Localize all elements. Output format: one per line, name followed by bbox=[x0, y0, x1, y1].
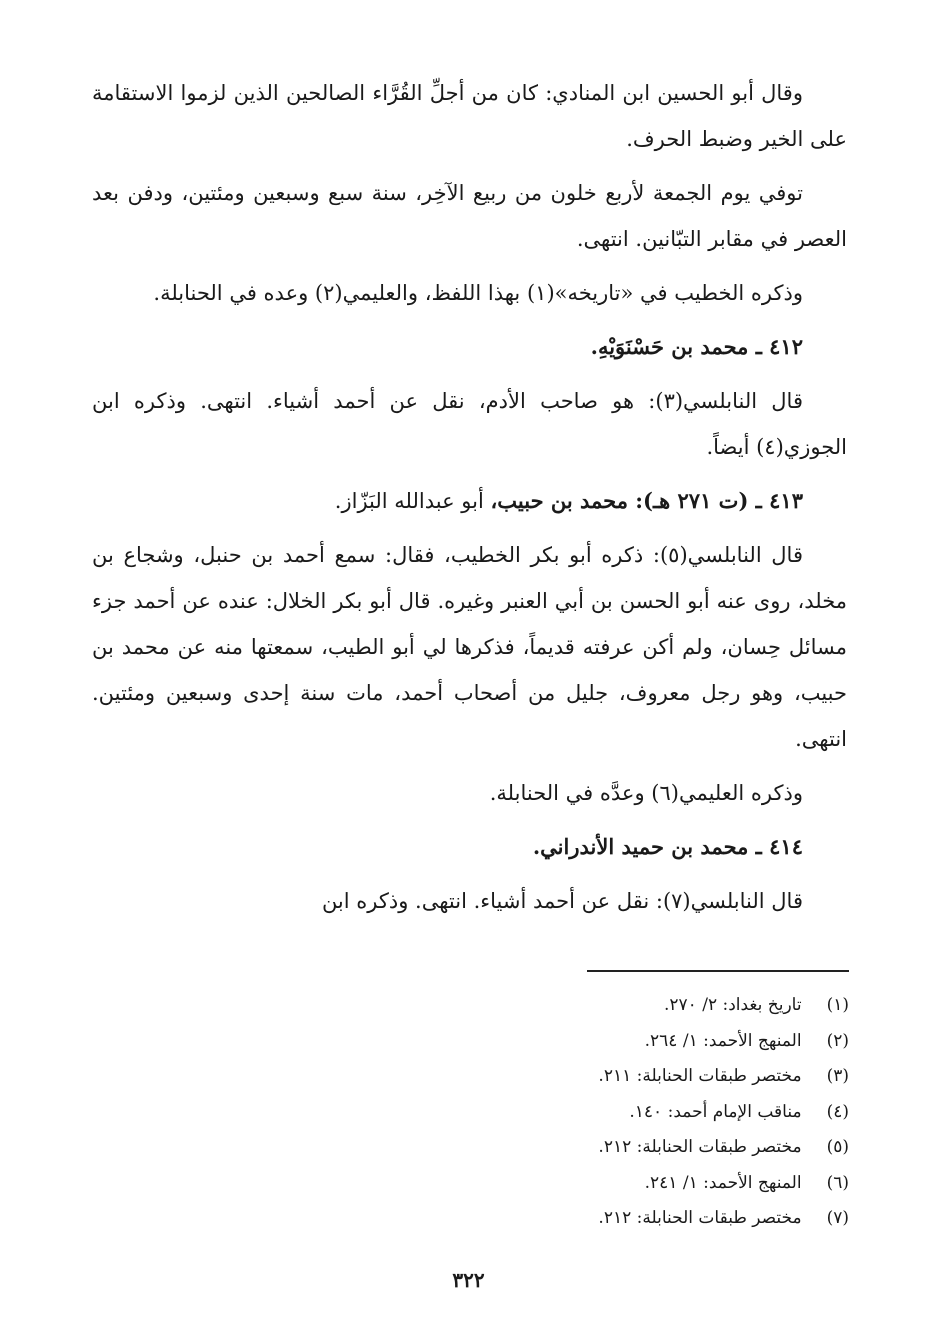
footnote-text: المنهج الأحمد: ١/ ٢٦٤. bbox=[644, 1030, 802, 1051]
entry-title: ٤١٣ ـ (ت ٢٧١ هـ): محمد بن حبيب، bbox=[490, 488, 803, 513]
footnote bbox=[149, 1166, 849, 1202]
paragraph-text: قال النابلسي(٧): نقل عن أحمد أشياء. انتهى. وذكره ابن bbox=[321, 889, 803, 913]
footnote-number: (٧) bbox=[826, 1208, 849, 1228]
paragraph bbox=[92, 378, 847, 470]
footnote-text: مختصر طبقات الحنابلة: ٢١٢. bbox=[598, 1137, 802, 1157]
footnote-number: (١) bbox=[826, 995, 849, 1015]
paragraph bbox=[92, 70, 847, 162]
footnote-number: (٥) bbox=[826, 1137, 849, 1157]
paragraph bbox=[92, 270, 847, 316]
paragraph-text: وذكره الخطيب في «تاريخه»(١) بهذا اللفظ، والعليمي(٢) وعده في الحنابلة. bbox=[153, 281, 803, 305]
footnote-text: مناقب الإمام أحمد: ١٤٠. bbox=[629, 1101, 802, 1122]
footnote bbox=[149, 1201, 849, 1237]
paragraph bbox=[92, 170, 847, 262]
footnote-text: المنهج الأحمد: ١/ ٢٤١. bbox=[644, 1172, 802, 1193]
paragraph-text: توفي يوم الجمعة لأربع خلون من ربيع الآخِر، سنة سبع وسبعين ومئتين، ودفن بعد العصر في مقابر التبّانين. انتهى. bbox=[92, 181, 847, 251]
paragraph-text: وقال أبو الحسين ابن المنادي: كان من أجلِّ القُرَّاء الصالحين الذين لزموا الاستقامة على الخير وضبط الحرف. bbox=[92, 81, 847, 151]
entry-heading bbox=[92, 478, 847, 524]
footnote bbox=[149, 988, 849, 1024]
footnote-divider bbox=[587, 970, 849, 972]
entry-title: ٤١٤ ـ محمد بن حميد الأندراني. bbox=[532, 834, 803, 859]
footnote-number: (٦) bbox=[826, 1172, 849, 1193]
paragraph-text: قال النابلسي(٥): ذكره أبو بكر الخطيب، فقال: سمع أحمد بن حنبل، وشجاع بن مخلد، روى عنه أبو الحسن بن أبي العنبر وغيره. قال أبو بكر الخلال: عنده عن أحمد جزء مسائل حِسان، ولم أكن عرفته قديماً، فذكرها لي أبو الطيب، سمعتها منه عن محمد بن حبيب، وهو رجل معروف، جليل من أصحاب أحمد، مات سنة إحدى وسبعين ومئتين. انتهى. bbox=[92, 543, 847, 751]
paragraph bbox=[92, 532, 847, 762]
footnote bbox=[149, 1095, 849, 1131]
entry-heading bbox=[92, 324, 847, 370]
entry-title: ٤١٢ ـ محمد بن حَسْنَوَيْهِ. bbox=[590, 334, 803, 359]
footnote-number: (٣) bbox=[826, 1066, 849, 1086]
paragraph-text: وذكره العليمي(٦) وعدَّه في الحنابلة. bbox=[489, 781, 803, 805]
footnote-number: (٢) bbox=[826, 1030, 849, 1051]
footnote bbox=[149, 1130, 849, 1166]
entry-subtitle: أبو عبدالله البَزّاز. bbox=[334, 489, 491, 513]
footnote-text: مختصر طبقات الحنابلة: ٢١٢. bbox=[598, 1208, 802, 1228]
footnotes bbox=[149, 988, 849, 1237]
footnote bbox=[149, 1059, 849, 1095]
page-number: ٣٢٢ bbox=[452, 1268, 485, 1292]
paragraph-text: قال النابلسي(٣): هو صاحب الأدم، نقل عن أحمد أشياء. انتهى. وذكره ابن الجوزي(٤) أيضاً. bbox=[92, 389, 847, 459]
footnote-text: تاريخ بغداد: ٢/ ٢٧٠. bbox=[663, 995, 802, 1015]
paragraph bbox=[92, 878, 847, 924]
paragraph bbox=[92, 770, 847, 816]
body-text bbox=[92, 70, 847, 924]
footnote-number: (٤) bbox=[826, 1101, 849, 1122]
footnote-text: مختصر طبقات الحنابلة: ٢١١. bbox=[598, 1066, 802, 1086]
footnote bbox=[149, 1024, 849, 1060]
entry-heading bbox=[92, 824, 847, 870]
